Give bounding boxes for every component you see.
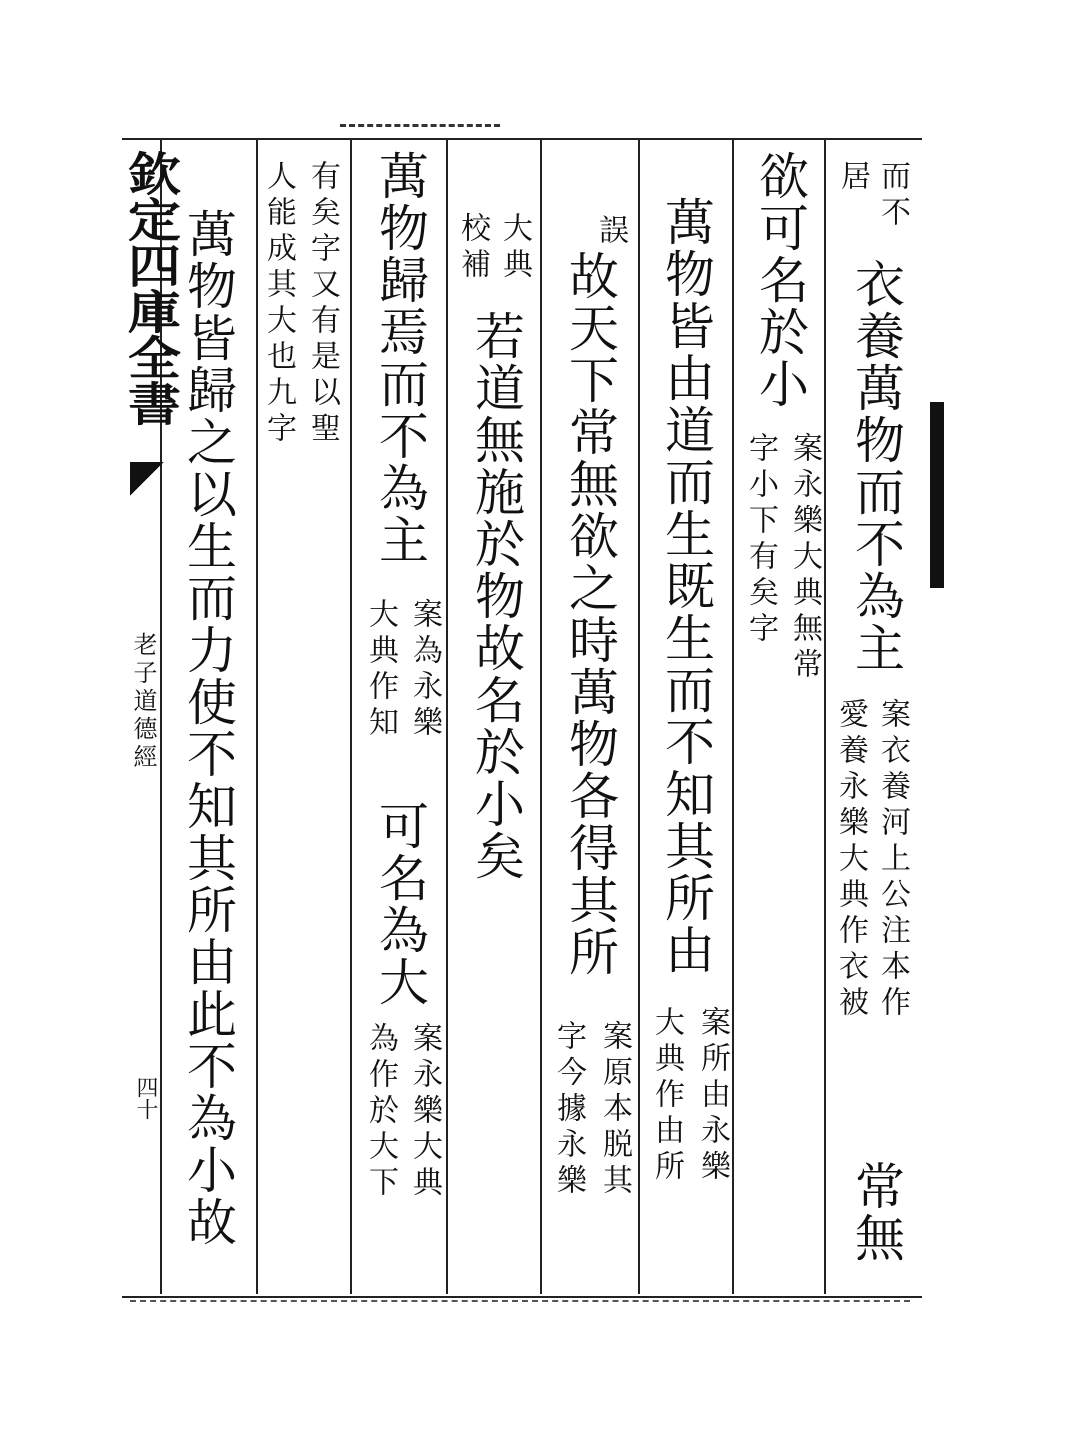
annotation-text: 而不 (875, 160, 910, 232)
main-text-column: 故天下常無欲之時萬物各得其所 (561, 250, 619, 978)
main-text-column: 衣養萬物而不為主 (847, 258, 905, 674)
column-rule (350, 138, 352, 1294)
column-rule (638, 138, 640, 1294)
page-edge-tab (930, 402, 944, 588)
annotation-text: 案永樂大典無常 (787, 432, 822, 684)
annotation-text: 案所由永樂 (695, 1006, 730, 1186)
page-number: 四十 (133, 1076, 158, 1120)
series-title: 欽定四庫全書 (119, 150, 183, 426)
column-rule (732, 138, 734, 1294)
annotation-text: 字小下有矣字 (743, 432, 778, 648)
main-text-column: 萬物皆由道而生既生而不知其所由 (657, 196, 715, 976)
annotation-text: 大典 (497, 212, 532, 284)
column-rule (256, 138, 258, 1294)
bottom-border-ornament (130, 1300, 910, 1302)
annotation-text: 案為永樂 (407, 598, 442, 742)
fish-tail-mark-icon (130, 462, 164, 496)
main-text-column: 萬物皆歸之以生而力使不知其所由此不為小故 (179, 208, 237, 1248)
annotation-text: 案永樂大典 (407, 1022, 442, 1202)
annotation-text: 校補 (455, 212, 490, 284)
main-text-column: 萬物歸焉而不為主 (371, 150, 429, 566)
annotation-text: 愛養永樂大典作衣被 (833, 698, 868, 1022)
annotation-text: 誤 (593, 214, 628, 250)
column-rule (446, 138, 448, 1294)
column-rule (824, 138, 826, 1294)
annotation-text: 字今據永樂 (551, 1020, 586, 1200)
annotation-text: 居 (835, 160, 870, 196)
main-text-column: 若道無施於物故名於小矣 (467, 310, 525, 882)
annotation-text: 有矣字又有是以聖 (305, 160, 340, 448)
annotation-text: 人能成其大也九字 (261, 160, 296, 448)
annotation-text: 大典作由所 (649, 1006, 684, 1186)
annotation-text: 案原本脱其 (597, 1020, 632, 1200)
main-text-column: 可名為大 (371, 800, 429, 1008)
book-title: 老子道德經 (129, 632, 157, 772)
main-text-column: 欲可名於小 (751, 150, 809, 410)
top-border-ornament (340, 124, 500, 127)
main-text-column: 常無 (847, 1160, 905, 1264)
annotation-text: 案衣養河上公注本作 (875, 698, 910, 1022)
annotation-text: 為作於大下 (363, 1022, 398, 1202)
annotation-text: 大典作知 (363, 598, 398, 742)
column-rule (540, 138, 542, 1294)
